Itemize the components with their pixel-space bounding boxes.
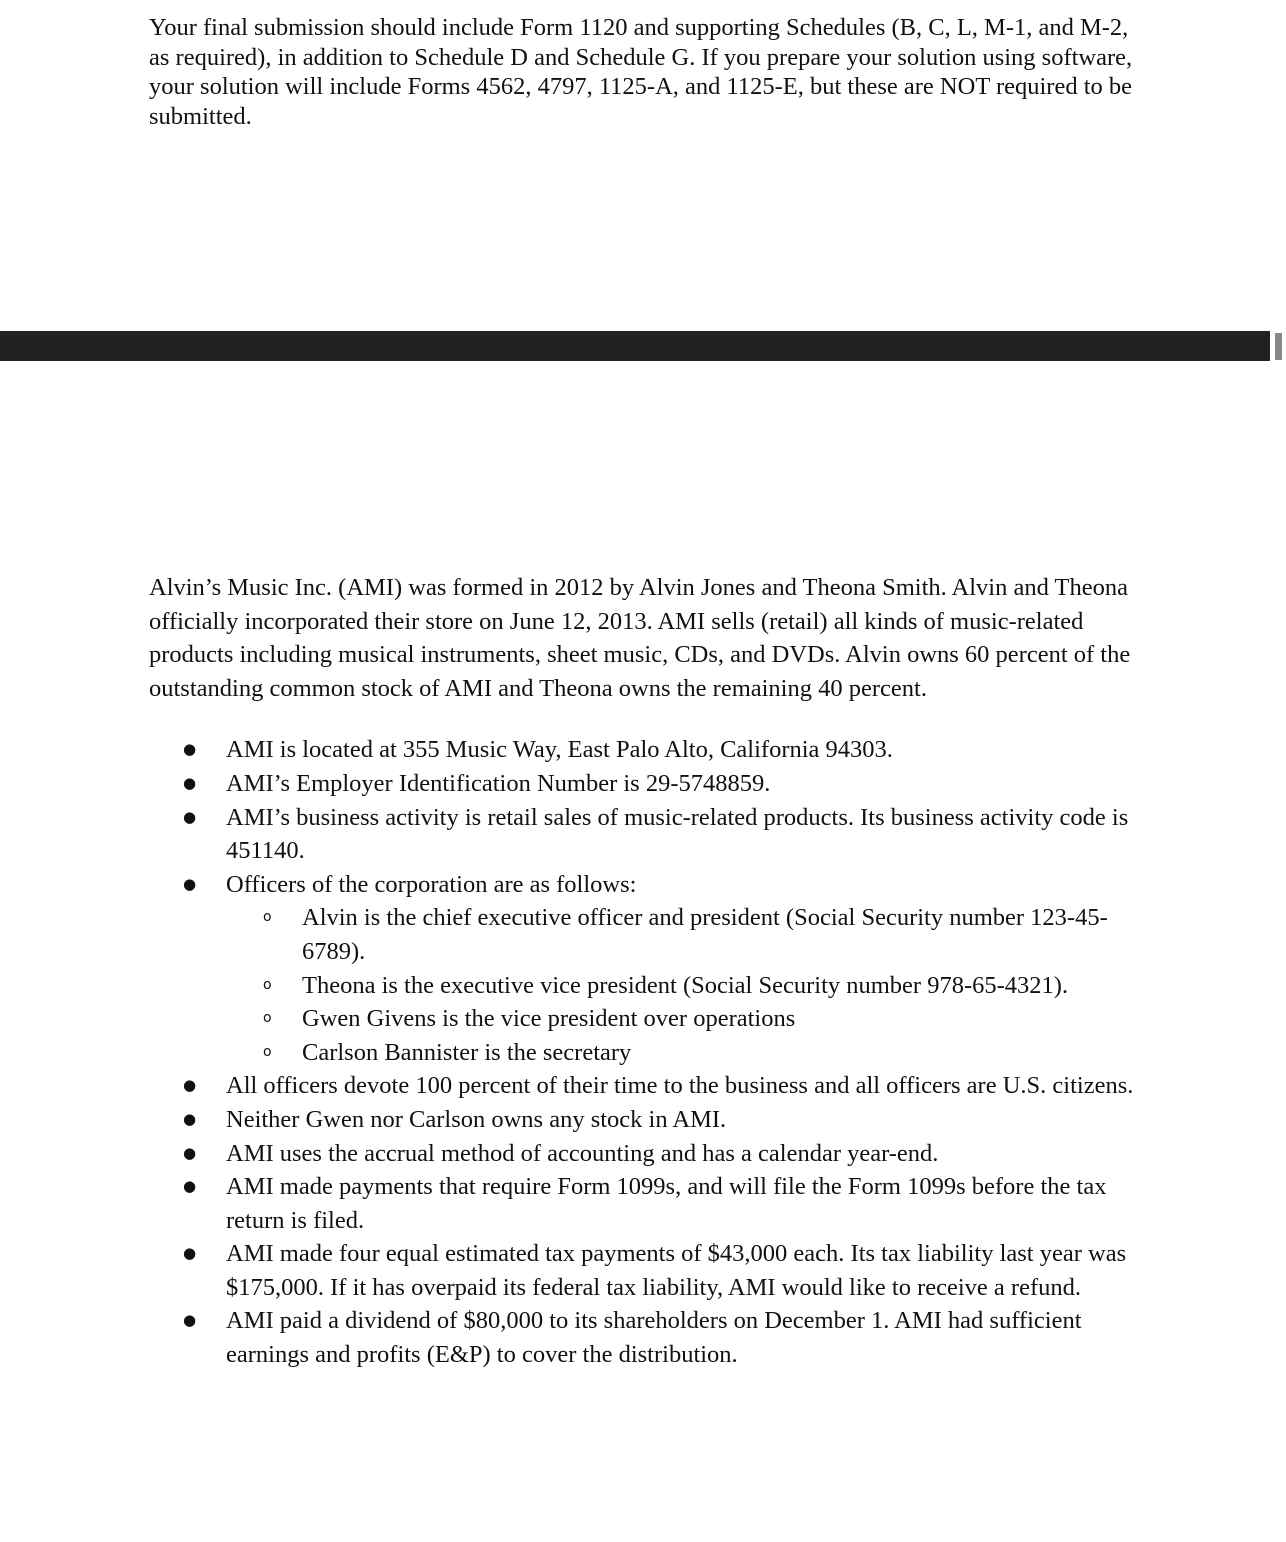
fact-text: Officers of the corporation are as follows:	[226, 870, 637, 898]
officer-text: Alvin is the chief executive officer and president (Social Security number 123-45-6789).	[302, 904, 1108, 965]
list-item	[149, 1103, 1149, 1137]
list-item	[226, 901, 1149, 968]
list-item	[149, 733, 1149, 767]
intro-paragraph: Alvin’s Music Inc. (AMI) was formed in 2012 by Alvin Jones and Theona Smith. Alvin and Theona officially incorporated their store on June 12, 2013. AMI sells (retail) all kinds of music-related products including musical instruments, sheet music, CDs, and DVDs. Alvin owns 60 percent of the outstanding common stock of AMI and Theona owns the remaining 40 percent.	[149, 574, 1131, 702]
bullet-icon: ●	[183, 1311, 197, 1330]
list-item	[149, 1069, 1149, 1103]
bullet-icon: ●	[183, 807, 197, 826]
list-item	[226, 969, 1149, 1003]
list-item	[149, 1170, 1149, 1237]
list-item	[149, 868, 1149, 1070]
fact-text: AMI made four equal estimated tax payments of $43,000 each. Its tax liability last year was $175,000. If it has overpaid its federal tax liability, AMI would like to receive a refund.	[226, 1240, 1127, 1301]
bullet-icon: ●	[183, 874, 197, 893]
circle-bullet-icon: o	[263, 1010, 272, 1027]
fact-text: AMI uses the accrual method of accounting and has a calendar year-end.	[226, 1139, 939, 1167]
facts-list	[149, 733, 1149, 1371]
bullet-icon: ●	[183, 773, 197, 792]
fact-text: AMI’s business activity is retail sales of music-related products. Its business activity code is 451140.	[226, 803, 1129, 865]
officer-text: Gwen Givens is the vice president over operations	[302, 1005, 796, 1033]
officer-text: Theona is the executive vice president (Social Security number 978-65-4321).	[302, 971, 1069, 999]
bullet-icon: ●	[183, 740, 197, 759]
page-break-bar	[0, 331, 1270, 361]
bullet-icon: ●	[183, 1244, 197, 1263]
bullet-icon: ●	[183, 1177, 197, 1196]
fact-text: AMI is located at 355 Music Way, East Palo Alto, California 94303.	[226, 736, 893, 764]
fact-text: AMI made payments that require Form 1099s, and will file the Form 1099s before the tax return is filed.	[226, 1173, 1107, 1234]
list-item	[149, 1237, 1149, 1304]
submission-instructions: Your final submission should include Form 1120 and supporting Schedules (B, C, L, M-1, and M-2, as required), in addition to Schedule D and Schedule G. If you prepare your solution using software, your solution will include Forms 4562, 4797, 1125-A, and 1125-E, but these are NOT required to be submitted.	[149, 14, 1133, 130]
bullet-icon: ●	[183, 1109, 197, 1128]
fact-text: AMI’s Employer Identification Number is 29-5748859.	[226, 769, 771, 797]
officer-text: Carlson Bannister is the secretary	[302, 1038, 632, 1066]
circle-bullet-icon: o	[263, 976, 272, 993]
list-item	[149, 801, 1149, 868]
bullet-icon: ●	[183, 1076, 197, 1095]
list-item	[226, 1036, 1149, 1070]
list-item	[149, 1304, 1149, 1371]
bullet-icon: ●	[183, 1143, 197, 1162]
case-facts-section	[149, 571, 1149, 1372]
list-item	[149, 767, 1149, 801]
fact-text: All officers devote 100 percent of their time to the business and all officers are U.S. citizens.	[226, 1072, 1134, 1100]
circle-bullet-icon: o	[263, 1043, 272, 1060]
fact-text: Neither Gwen nor Carlson owns any stock in AMI.	[226, 1105, 727, 1133]
circle-bullet-icon: o	[263, 909, 272, 926]
scrollbar-thumb[interactable]	[1275, 333, 1282, 360]
list-item	[226, 1002, 1149, 1036]
fact-text: AMI paid a dividend of $80,000 to its shareholders on December 1. AMI had sufficient earnings and profits (E&P) to cover the distribution.	[226, 1307, 1082, 1369]
officers-list	[226, 901, 1149, 1069]
list-item	[149, 1137, 1149, 1171]
